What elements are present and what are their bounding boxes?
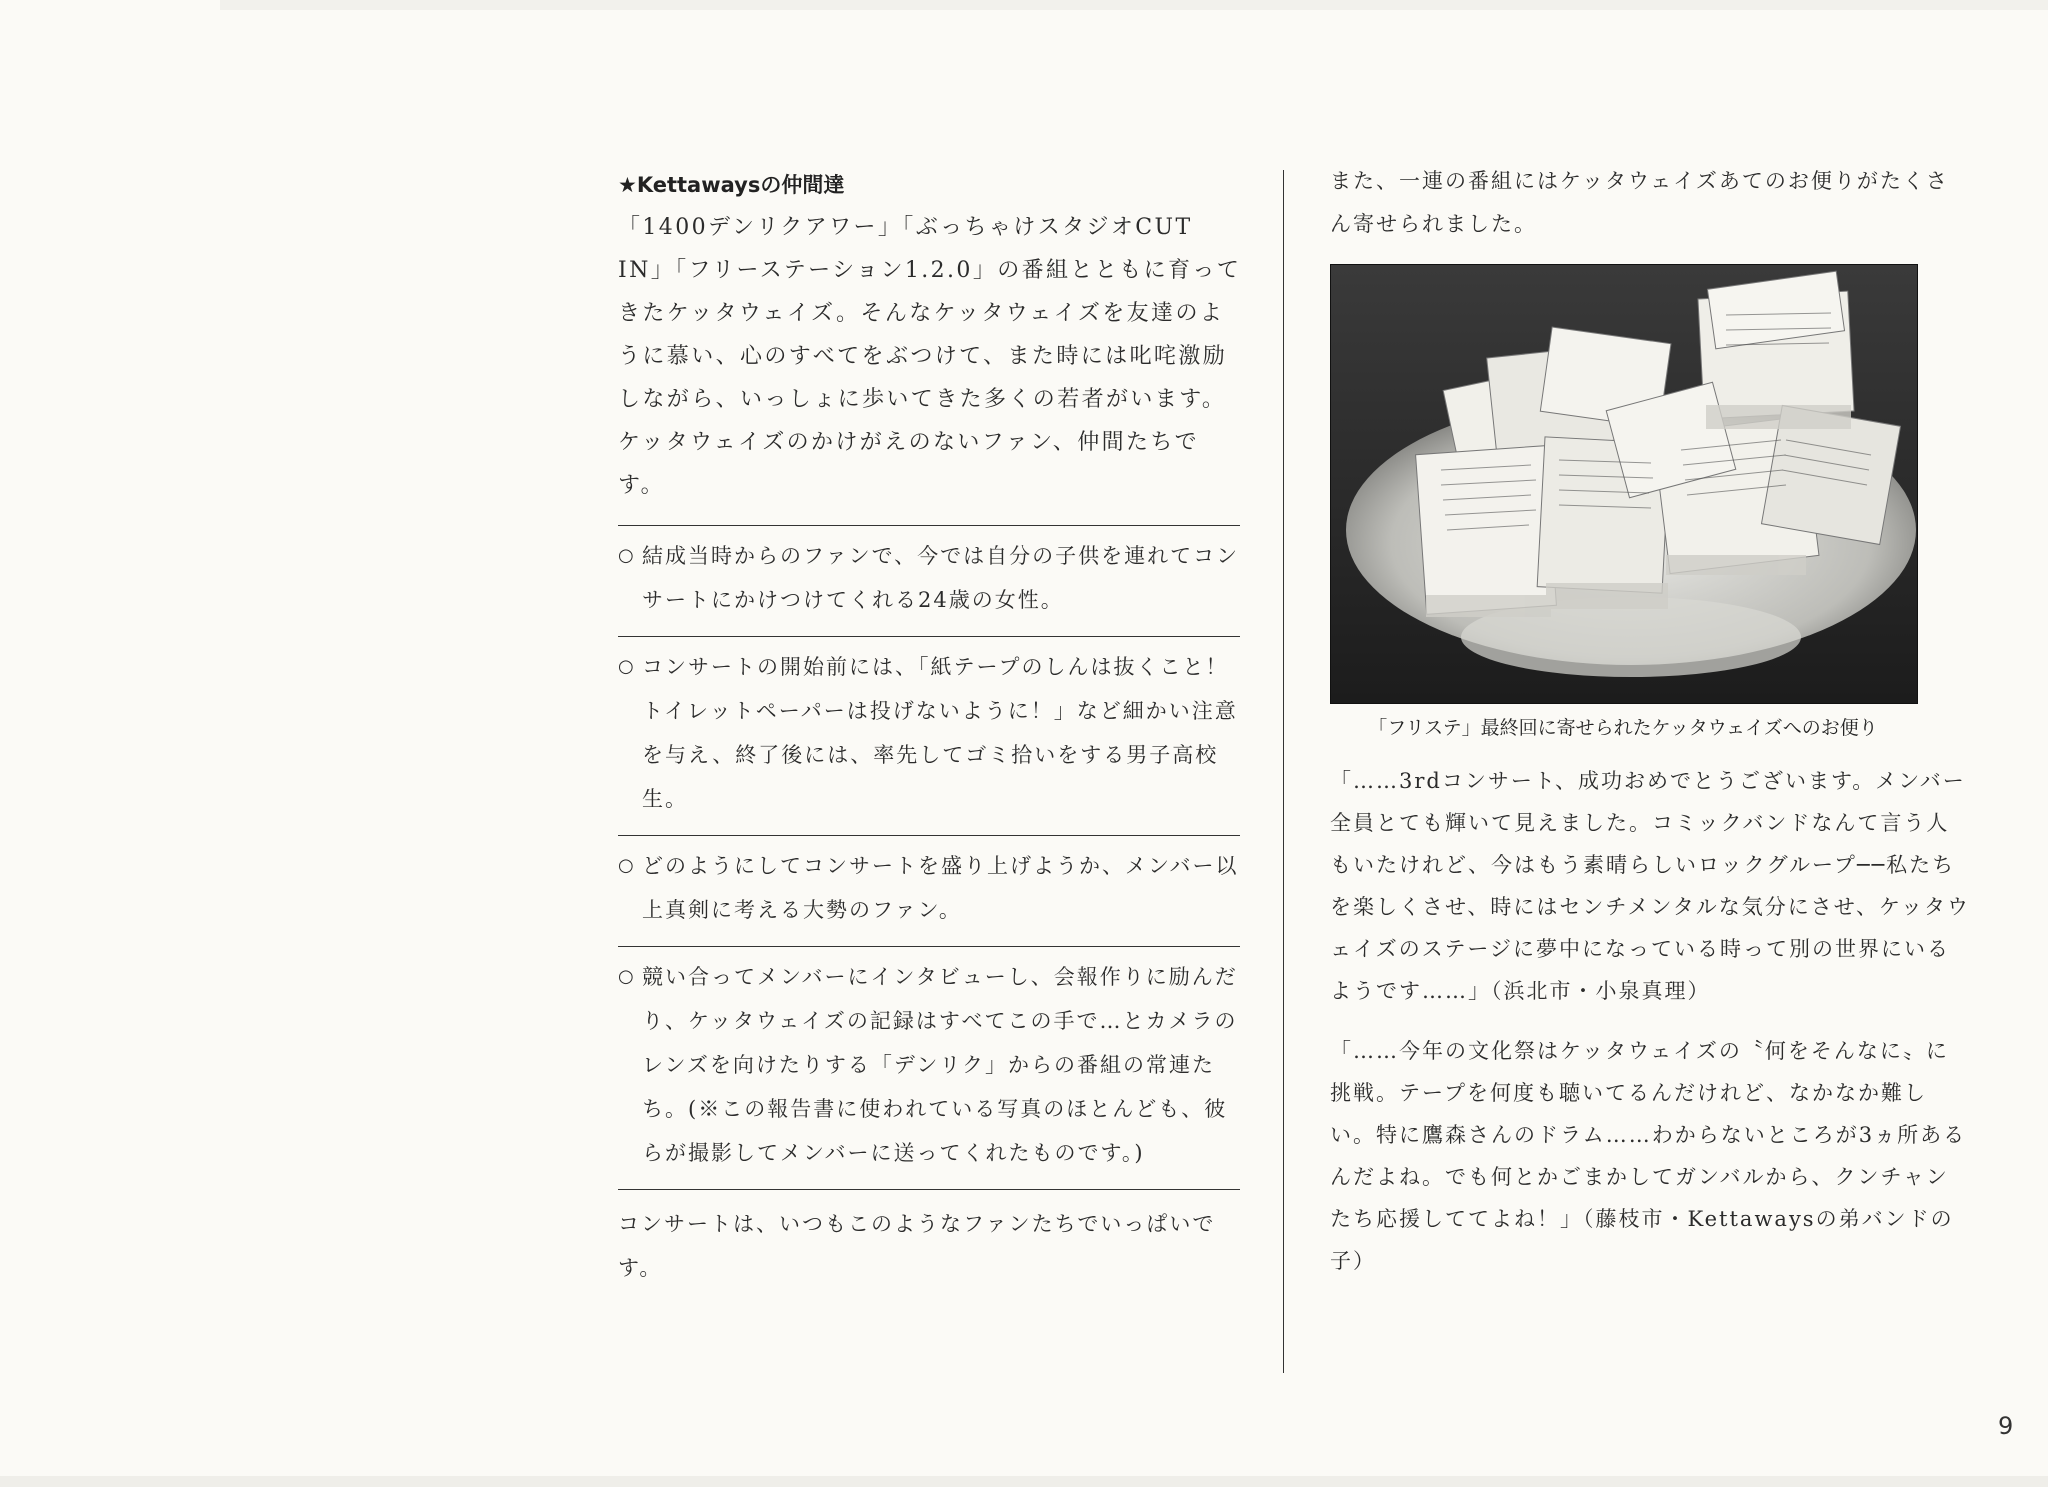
- circle-bullet-icon: ○: [618, 855, 636, 876]
- list-item: [618, 836, 1246, 946]
- list-item-text: どのようにしてコンサートを盛り上げようか、メンバー以上真剣に考える大勢のファン。: [642, 854, 1239, 922]
- page-top-edge: [220, 0, 2048, 10]
- fan-letters-photo: [1330, 264, 1918, 704]
- fan-letter-quote: 「……3rdコンサート、成功おめでとうございます。メンバー全員とても輝いて見えました。コミックバンドなんて言う人もいたけれど、今はもう素晴らしいロックグループ──私たちを楽しくさせ、時にはセンチメンタルな気分にさせ、ケッタウェイズのステージに夢中になっている時って別の世界にいるようです……」（浜北市・小泉真理）: [1330, 769, 1971, 1003]
- circle-bullet-icon: ○: [618, 966, 636, 987]
- divider-rule: [618, 1189, 1240, 1190]
- page-number: 9: [1998, 1412, 2014, 1440]
- list-item: [618, 947, 1246, 1189]
- list-item: [618, 526, 1246, 636]
- circle-bullet-icon: ○: [618, 656, 636, 677]
- page-bottom-edge: [0, 1476, 2048, 1487]
- circle-bullet-icon: ○: [618, 545, 636, 566]
- section-heading: ★Kettawaysの仲間達: [618, 173, 845, 197]
- photo-caption: 「フリステ」最終回に寄せられたケッタウェイズへのお便り: [1368, 717, 1878, 739]
- list-item-text: コンサートの開始前には、「紙テープのしんは抜くこと！トイレットペーパーは投げないように！」など細かい注意を与え、終了後には、率先してゴミ拾いをする男子高校生。: [642, 655, 1238, 811]
- list-item: [618, 637, 1246, 835]
- fan-letter-quote: 「……今年の文化祭はケッタウェイズの〝何をそんなに〟に挑戦。テープを何度も聴いてるんだけれど、なかなか難しい。特に鷹森さんのドラム……わからないところが3ヵ所あるんだよね。でも何とかごまかしてガンバルから、クンチャンたち応援しててよね！」（藤枝市・Kettawaysの弟バンドの子）: [1330, 1039, 1967, 1273]
- fan-letters-photo-illustration: [1331, 265, 1917, 703]
- right-column: [1330, 160, 1970, 1282]
- closing-paragraph: コンサートは、いつもこのようなファンたちでいっぱいです。: [618, 1212, 1216, 1280]
- column-divider: [1283, 170, 1284, 1373]
- intro-paragraph: 「1400デンリクアワー」「ぶっちゃけスタジオCUT IN」「フリーステーション1.2.0」の番組とともに育ってきたケッタウェイズ。そんなケッタウェイズを友達のように慕い、心のすべてをぶつけて、また時には叱咤激励しながら、いっしょに歩いてきた多くの若者がいます。ケッタウェイズのかけがえのないファン、仲間たちです。: [618, 215, 1242, 498]
- left-column: [618, 168, 1246, 1290]
- lead-paragraph: また、一連の番組にはケッタウェイズあてのお便りがたくさん寄せられました。: [1330, 169, 1949, 236]
- list-item-text: 競い合ってメンバーにインタビューし、会報作りに励んだり、ケッタウェイズの記録はすべてこの手で…とカメラのレンズを向けたりする「デンリク」からの番組の常連たち。(※この報告書に使われている写真のほとんども、彼らが撮影してメンバーに送ってくれたものです。): [642, 965, 1238, 1165]
- list-item-text: 結成当時からのファンで、今では自分の子供を連れてコンサートにかけつけてくれる24歳の女性。: [642, 544, 1240, 612]
